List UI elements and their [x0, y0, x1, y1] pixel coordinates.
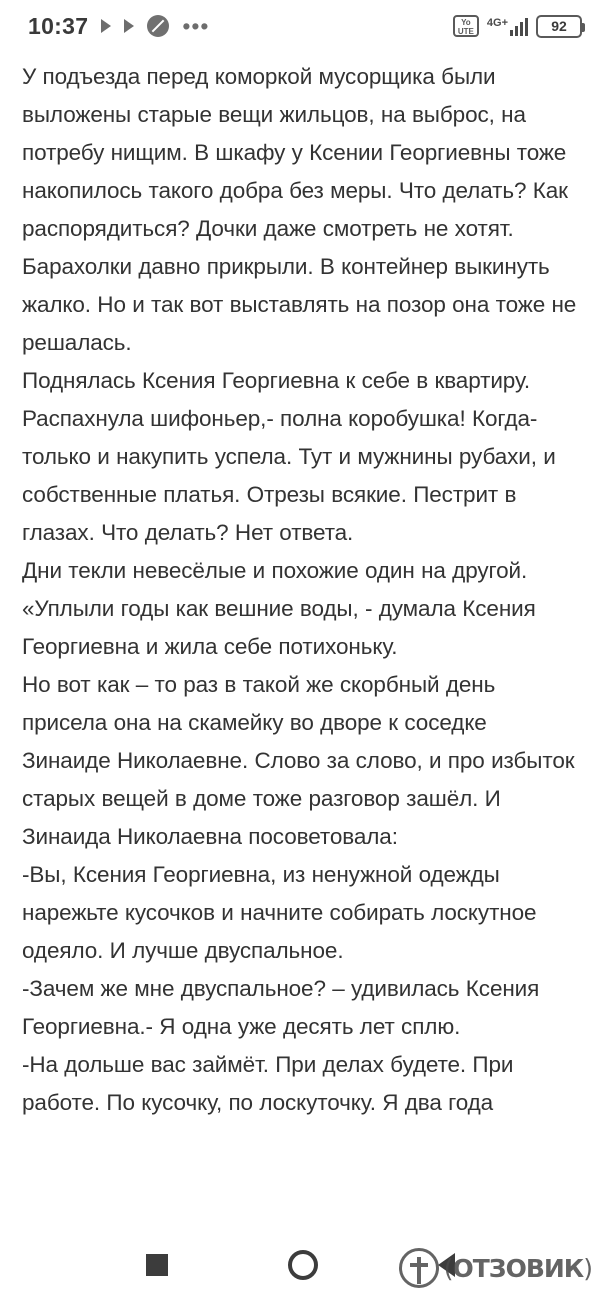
article-paragraph-2: Поднялась Ксения Георгиевна к себе в квартиру. Распахнула шифоньер,- полна коробушка! Когда-только и накупить успела. Тут и мужнины рубахи, и собственные платья. Отрезы всякие. Пестрит в глазах. Что делать? Нет ответа. — [22, 368, 556, 545]
signal-bars-icon — [510, 16, 528, 36]
home-circle-icon[interactable] — [288, 1250, 318, 1280]
status-bar-right — [453, 15, 582, 38]
battery-percent-label: 92 — [551, 18, 567, 34]
status-bar-left — [28, 13, 210, 40]
youtube-badge-icon — [453, 15, 479, 37]
article-paragraph-7: -На дольше вас займёт. При делах будете. При работе. По кусочку, по лоскуточку. Я два года — [22, 1052, 514, 1115]
watermark-left-paren: ( — [443, 1253, 453, 1283]
play-triangle-icon — [101, 19, 111, 33]
status-clock: 10:37 — [28, 12, 89, 39]
otzovik-watermark-text — [444, 1254, 592, 1283]
article-paragraph-6: -Зачем же мне двуспальное? – удивилась Ксения Георгиевна.- Я одна уже десять лет сплю. — [22, 976, 540, 1039]
article-paragraph-3: Дни текли невесёлые и похожие один на другой. «Уплыли годы как вешние воды, - думала Ксения Георгиевна и жила себе потихоньку. — [22, 558, 536, 659]
status-bar — [0, 0, 600, 52]
youtube-badge-line1: Yo — [461, 18, 471, 27]
otzovik-logo-icon — [399, 1248, 439, 1288]
android-navigation-bar — [0, 1230, 600, 1300]
watermark-label: ОТЗОВИК — [452, 1253, 584, 1283]
signal-indicator — [487, 16, 528, 36]
play-triangle-icon-2 — [124, 19, 134, 33]
battery-indicator — [536, 15, 582, 38]
do-not-disturb-icon — [147, 15, 169, 37]
article-paragraph-5: -Вы, Ксения Георгиевна, из ненужной одежды нарежьте кусочков и начните собирать лоскутное одеяло. И лучше двуспальное. — [22, 862, 537, 963]
watermark-right-paren: ) — [583, 1253, 592, 1283]
article-body — [0, 52, 600, 1122]
more-dots-icon: ••• — [182, 13, 210, 39]
network-type-label: 4G+ — [486, 17, 508, 29]
youtube-badge-line2: UTE — [457, 27, 474, 36]
article-paragraph-1: У подъезда перед коморкой мусорщика были выложены старые вещи жильцов, на выброс, на потребу нищим. В шкафу у Ксении Георгиевны тоже накопилось такого добра без меры. Что делать? Как распорядиться? Дочки даже смотреть не хотят. Барахолки давно прикрыли. В контейнер выкинуть жалко. Но и так вот выставлять на позор она тоже не решалась. — [22, 64, 577, 355]
recents-square-icon[interactable] — [146, 1254, 168, 1276]
article-paragraph-4: Но вот как – то раз в такой же скорбный день присела она на скамейку во дворе к соседке Зинаиде Николаевне. Слово за слово, и про избыток старых вещей в доме тоже разговор зашёл. И Зинаида Николаевна посоветовала: — [22, 672, 575, 849]
otzovik-watermark — [399, 1248, 592, 1288]
